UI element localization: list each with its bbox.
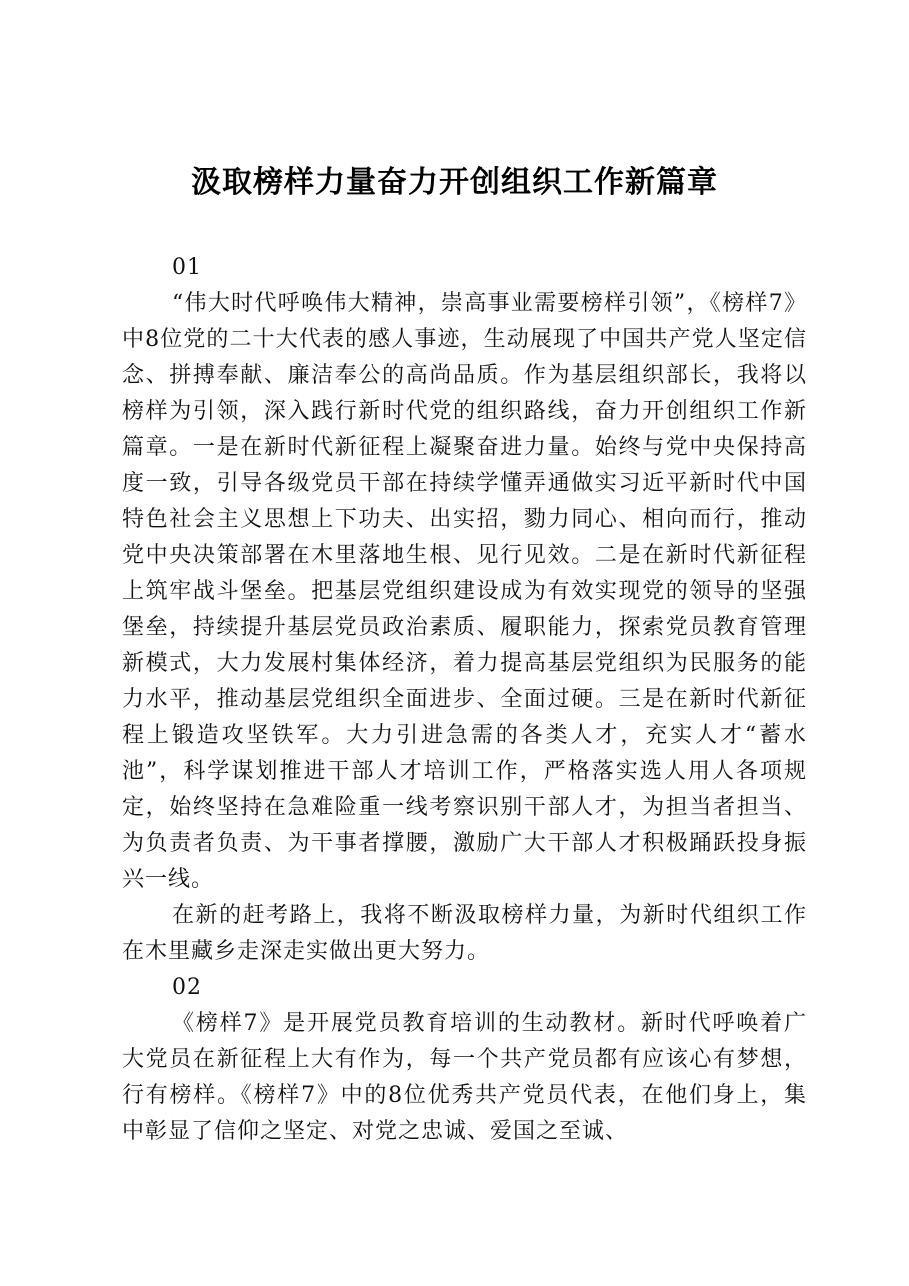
section-number: 01: [172, 255, 202, 280]
section-number: 02: [172, 975, 202, 1000]
paragraph: 在新的赶考路上，我将不断汲取榜样力量，为新时代组织工作在木里藏乡走深走实做出更大努力。: [122, 903, 807, 964]
document-body: [122, 250, 807, 1150]
document-title: 汲取榜样力量奋力开创组织工作新篇章: [191, 165, 718, 200]
paragraph: 《榜样7》是开展党员教育培训的生动教材。新时代呼唤着广大党员在新征程上大有作为，每一个共产党员都有应该心有梦想，行有榜样。《榜样7》中的8位优秀共产党员代表，在他们身上，集中彰显了信仰之坚定、对党之忠诚、爱国之至诚、: [122, 1011, 807, 1144]
paragraph: “伟大时代呼唤伟大精神，崇高事业需要榜样引领”，《榜样7》中8位党的二十大代表的感人事迹，生动展现了中国共产党人坚定信念、拼搏奉献、廉洁奉公的高尚品质。作为基层组织部长，我将以榜样为引领，深入践行新时代党的组织路线，奋力开创组织工作新篇章。一是在新时代新征程上凝聚奋进力量。始终与党中央保持高度一致，引导各级党员干部在持续学懂弄通做实习近平新时代中国特色社会主义思想上下功夫、出实招，勠力同心、相向而行，推动党中央决策部署在木里落地生根、见行见效。二是在新时代新征程上筑牢战斗堡垒。把基层党组织建设成为有效实现党的领导的坚强堡垒，持续提升基层党员政治素质、履职能力，探索党员教育管理新模式，大力发展村集体经济，着力提高基层党组织为民服务的能力水平，推动基层党组织全面进步、全面过硬。三是在新时代新征程上锻造攻坚铁军。大力引进急需的各类人才，充实人才“蓄水池”，科学谋划推进干部人才培训工作，严格落实选人用人各项规定，始终坚持在急难险重一线考察识别干部人才，为担当者担当、为负责者负责、为干事者撑腰，激励广大干部人才积极踊跃投身振兴一线。: [122, 291, 807, 892]
